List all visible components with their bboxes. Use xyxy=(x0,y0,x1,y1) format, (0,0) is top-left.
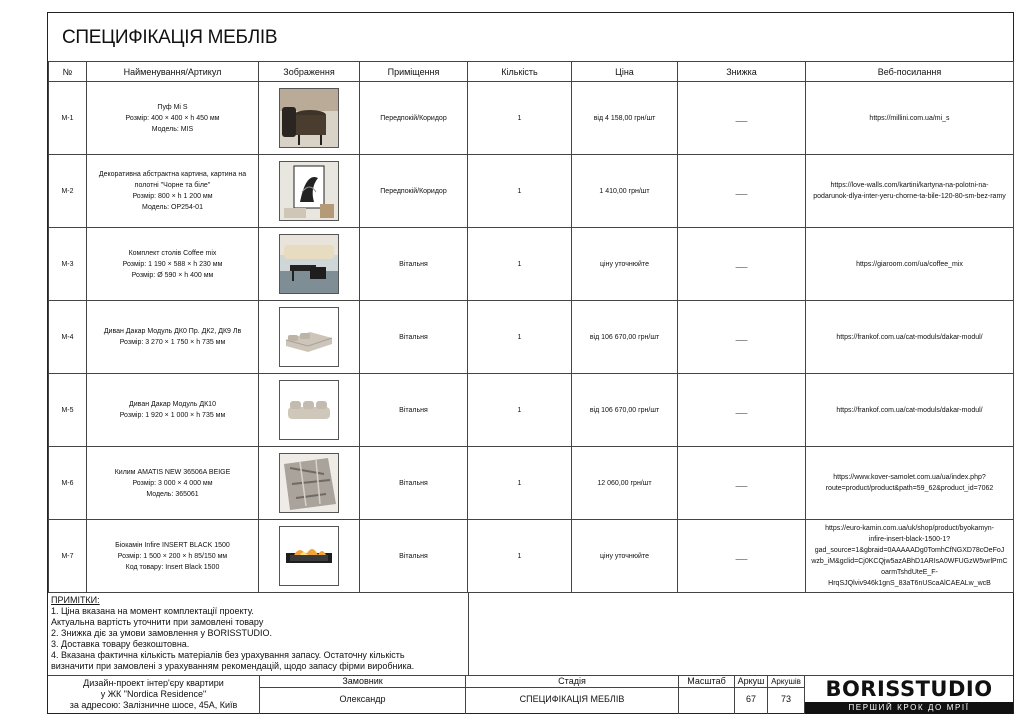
client-label: Замовник xyxy=(260,676,466,688)
spec-sheet xyxy=(47,12,1014,714)
sheet-value: 67 xyxy=(735,688,768,714)
rug-photo xyxy=(279,453,339,513)
note-line: 2. Знижка діє за умови замовлення у BORISSTUDIO. xyxy=(51,628,272,638)
item-room: Вітальня xyxy=(360,520,468,593)
project-line: за адресою: Залізничне шосе, 45А, Київ xyxy=(69,700,238,710)
item-link-line[interactable]: route=product/product&path=59_62&product_id=7062 xyxy=(825,485,994,492)
item-name-line: Розмір: 400 × 400 × h 450 мм xyxy=(125,114,220,122)
modular-sofa-photo xyxy=(279,307,339,367)
item-qty: 1 xyxy=(468,82,572,155)
item-room: Вітальня xyxy=(360,301,468,374)
item-name xyxy=(87,374,259,447)
item-name-line: Модель: 365061 xyxy=(146,490,199,498)
item-link-line[interactable]: https://www.kover-samolet.com.ua/ua/index.php? xyxy=(833,474,986,481)
project-line: у ЖК "Nordica Residence" xyxy=(100,689,207,699)
note-line: визначити при замовлені з урахуванням рекомендацій, щодо запасу фірми виробника. xyxy=(51,661,415,671)
item-name xyxy=(87,82,259,155)
item-name-line: Розмір: Ø 590 × h 400 мм xyxy=(131,271,214,279)
item-link[interactable] xyxy=(806,228,1014,301)
item-number: М-6 xyxy=(49,447,87,520)
table-row xyxy=(49,447,1014,520)
abstract-painting-photo xyxy=(279,161,339,221)
item-link-line[interactable]: podarunok-dlya-inter-yeru-chorne-ta-bile-120-80-sm-bez-ramy xyxy=(813,193,1006,200)
item-image-cell xyxy=(259,520,360,593)
item-link-line[interactable]: https://euro-kamin.com.ua/uk/shop/product/byokamyn- xyxy=(825,525,994,532)
item-name-line: Модель: OP254-01 xyxy=(142,204,203,211)
logo-name: BORISSTUDIO xyxy=(825,677,993,701)
item-link-line[interactable]: https://millini.com.ua/mi_s xyxy=(869,114,950,122)
sheets-value: 73 xyxy=(768,688,805,714)
item-name xyxy=(87,155,259,228)
item-link[interactable] xyxy=(806,447,1014,520)
item-price: ціну уточнюйте xyxy=(572,520,678,593)
item-link-line[interactable]: https://frankof.com.ua/cat-moduls/dakar-modul/ xyxy=(836,333,983,341)
biofireplace-photo xyxy=(279,526,339,586)
item-name-line: Модель: MIS xyxy=(151,125,194,133)
title-block xyxy=(48,675,1013,714)
item-qty: 1 xyxy=(468,301,572,374)
item-link[interactable] xyxy=(806,155,1014,228)
item-link-line[interactable]: https://giaroom.com/ua/coffee_mix xyxy=(856,260,963,268)
item-name-line: Розмір: 3 270 × 1 750 × h 735 мм xyxy=(119,339,226,346)
col-header-no: № xyxy=(49,62,87,82)
item-image-cell xyxy=(259,374,360,447)
item-room: Вітальня xyxy=(360,374,468,447)
item-name-line: Розмір: 3 000 × 4 000 мм xyxy=(132,479,213,487)
item-name-line: Розмір: 1 500 × 200 × h 85/150 мм xyxy=(117,552,228,560)
item-price: 1 410,00 грн/шт xyxy=(572,155,678,228)
item-name-line: Комплект столів Coffee mix xyxy=(128,249,217,257)
item-link[interactable] xyxy=(806,82,1014,155)
item-image-cell xyxy=(259,228,360,301)
item-link-line[interactable]: HrqSJQlviv946k1gnS_83aT6nUScaAlCAEALw_wcB xyxy=(828,580,991,587)
sheet-label: Аркуш xyxy=(735,676,768,688)
item-price: 12 060,00 грн/шт xyxy=(572,447,678,520)
item-name-line: полотні "Чорне та біле" xyxy=(134,182,211,189)
item-link[interactable] xyxy=(806,301,1014,374)
notes-block xyxy=(48,593,468,675)
stage-value: СПЕЦИФІКАЦІЯ МЕБЛІВ xyxy=(466,688,679,714)
item-name xyxy=(87,520,259,593)
item-discount: ___ xyxy=(678,447,806,520)
item-link-line[interactable]: https://frankof.com.ua/cat-moduls/dakar-modul/ xyxy=(836,406,983,414)
col-header-room: Приміщення xyxy=(360,62,468,82)
item-room: Передпокій/Коридор xyxy=(360,82,468,155)
table-row xyxy=(49,301,1014,374)
note-line: Актуальна вартість уточнити при замовлені товару xyxy=(51,617,264,627)
item-qty: 1 xyxy=(468,155,572,228)
item-qty: 1 xyxy=(468,228,572,301)
notes-title: ПРИМІТКИ: xyxy=(51,595,100,605)
table-row xyxy=(49,228,1014,301)
item-link-line[interactable]: wzb_iM&gclid=Cj0KCQjw5azABhD1ARIsA0WFUGzW5wrlPmC xyxy=(811,558,1008,565)
item-image-cell xyxy=(259,82,360,155)
item-number: М-7 xyxy=(49,520,87,593)
item-name xyxy=(87,301,259,374)
item-qty: 1 xyxy=(468,447,572,520)
item-link-line[interactable]: infire-insert-black-1500-1? xyxy=(868,536,951,543)
col-header-discount: Знижка xyxy=(678,62,806,82)
item-discount: ___ xyxy=(678,374,806,447)
item-image-cell xyxy=(259,155,360,228)
note-line: 1. Ціна вказана на момент комплектації проекту. xyxy=(51,606,254,616)
item-qty: 1 xyxy=(468,520,572,593)
col-header-price: Ціна xyxy=(572,62,678,82)
scale-value xyxy=(679,688,735,714)
notes-divider xyxy=(468,593,469,675)
item-room: Передпокій/Коридор xyxy=(360,155,468,228)
item-discount: ___ xyxy=(678,301,806,374)
item-image-cell xyxy=(259,447,360,520)
item-number: М-1 xyxy=(49,82,87,155)
item-room: Вітальня xyxy=(360,228,468,301)
item-price: від 106 670,00 грн/шт xyxy=(572,374,678,447)
item-link-line[interactable]: oarmTshdUteE_F- xyxy=(881,569,938,576)
item-number: М-4 xyxy=(49,301,87,374)
stage-label: Стадія xyxy=(466,676,679,688)
note-line: 4. Вказана фактична кількість матеріалів без урахування запасу. Остаточну кількість xyxy=(51,650,405,660)
item-name xyxy=(87,447,259,520)
logo-tagline: ПЕРШИЙ КРОК ДО МРІЇ xyxy=(805,702,1013,714)
item-discount: ___ xyxy=(678,82,806,155)
item-number: М-2 xyxy=(49,155,87,228)
item-name-line: Диван Дакар Модуль ДК10 xyxy=(129,401,216,408)
item-price: ціну уточнюйте xyxy=(572,228,678,301)
item-name-line: Декоративна абстрактна картина, картина на xyxy=(98,171,247,178)
pouf-photo xyxy=(279,88,339,148)
item-discount: ___ xyxy=(678,155,806,228)
coffee-tables-photo xyxy=(279,234,339,294)
item-discount: ___ xyxy=(678,520,806,593)
spec-table xyxy=(48,61,1014,593)
note-line: 3. Доставка товару безкоштовна. xyxy=(51,639,190,649)
item-image-cell xyxy=(259,301,360,374)
table-row xyxy=(49,155,1014,228)
item-name-line: Килим AMATIS NEW 36506A BEIGE xyxy=(114,468,231,476)
item-name-line: Розмір: 1 920 × 1 000 × h 735 мм xyxy=(119,412,226,419)
table-row xyxy=(49,374,1014,447)
project-info xyxy=(48,676,260,714)
item-price: від 4 158,00 грн/шт xyxy=(572,82,678,155)
page-title: СПЕЦИФІКАЦІЯ МЕБЛІВ xyxy=(62,27,278,48)
item-name-line: Диван Дакар Модуль ДК0 Пр. ДК2, ДК9 Лв xyxy=(103,328,242,335)
col-header-link: Веб-посилання xyxy=(806,62,1014,82)
item-name-line: Код товару: Insert Black 1500 xyxy=(125,563,220,571)
sheets-label: Аркушів xyxy=(768,676,805,688)
item-name xyxy=(87,228,259,301)
sofa-dk10-photo xyxy=(279,380,339,440)
client-value: Олександр xyxy=(260,688,466,714)
project-line: Дизайн-проект інтер'єру квартири xyxy=(83,678,224,688)
item-link[interactable] xyxy=(806,520,1014,593)
col-header-qty: Кількість xyxy=(468,62,572,82)
item-number: М-5 xyxy=(49,374,87,447)
item-link-line[interactable]: gad_source=1&gbraid=0AAAAADg0TomhCfNGXD78cOeFoJ xyxy=(814,547,1005,554)
item-number: М-3 xyxy=(49,228,87,301)
col-header-image: Зображення xyxy=(259,62,360,82)
table-header-row xyxy=(49,62,1014,82)
item-link-line[interactable]: https://love-walls.com/kartini/kartyna-na-polotni-na- xyxy=(830,182,989,189)
item-name-line: Розмір: 1 190 × 588 × h 230 мм xyxy=(122,260,223,268)
table-row xyxy=(49,82,1014,155)
item-price: від 106 670,00 грн/шт xyxy=(572,301,678,374)
scale-label: Масштаб xyxy=(679,676,735,688)
col-header-name: Найменування/Артикул xyxy=(87,62,259,82)
item-room: Вітальня xyxy=(360,447,468,520)
item-qty: 1 xyxy=(468,374,572,447)
item-name-line: Біокамін Infire INSERT BLACK 1500 xyxy=(115,541,230,549)
item-name-line: Пуф Mi S xyxy=(157,103,188,111)
item-link[interactable] xyxy=(806,374,1014,447)
item-discount: ___ xyxy=(678,228,806,301)
item-name-line: Розмір: 800 × h 1 200 мм xyxy=(132,193,213,200)
studio-logo xyxy=(805,676,1013,714)
table-row xyxy=(49,520,1014,593)
